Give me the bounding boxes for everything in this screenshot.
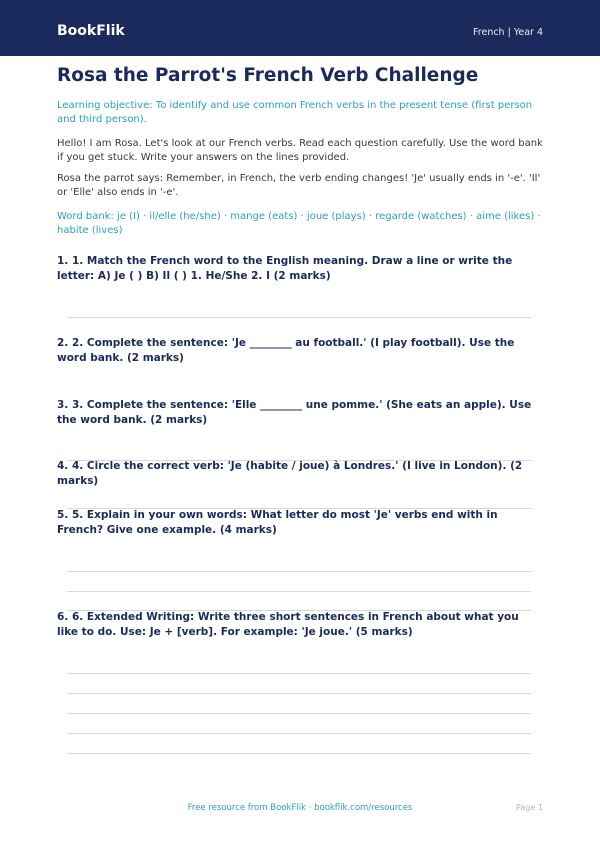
learning-objective: Learning objective: To identify and use common French verbs in the present tense (first person and third person). [57, 100, 533, 125]
word-bank: Word bank: je (I) · il/elle (he/she) · mange (eats) · joue (plays) · regarde (watches) · aime (likes) · habite (lives) [57, 211, 541, 236]
brand-logo: BookFlik [57, 23, 125, 39]
question-2: 2. 2. Complete the sentence: 'Je ________ au football.' (I play football). Use the word bank. (2 marks) [57, 337, 515, 364]
answer-line[interactable] [67, 753, 531, 754]
answer-line[interactable] [67, 693, 531, 694]
question-4: 4. 4. Circle the correct verb: 'Je (habite / joue) à Londres.' (I live in London). (2 marks) [57, 460, 523, 487]
subject-year-label: French | Year 4 [473, 27, 543, 38]
page-title: Rosa the Parrot's French Verb Challenge [57, 65, 479, 86]
header-bar [0, 0, 600, 56]
question-6: 6. 6. Extended Writing: Write three short sentences in French about what you like to do. Use: Je + [verb]. For example: 'Je joue.' (5 marks) [57, 611, 519, 638]
intro-paragraph: Hello! I am Rosa. Let's look at our French verbs. Read each question carefully. Use the word bank if you get stuck. Write your answers on the lines provided. [57, 138, 543, 163]
answer-line[interactable] [67, 733, 531, 734]
question-3: 3. 3. Complete the sentence: 'Elle ________ une pomme.' (She eats an apple). Use the word bank. (2 marks) [57, 399, 532, 426]
answer-line[interactable] [67, 591, 531, 592]
footer-text: Free resource from BookFlik · bookflik.com/resources [187, 803, 413, 813]
answer-line[interactable] [67, 317, 531, 318]
question-1: 1. 1. Match the French word to the English meaning. Draw a line or write the letter: A) Je ( ) B) Il ( ) 1. He/She 2. I (2 marks) [57, 255, 513, 282]
answer-line[interactable] [67, 571, 531, 572]
page-number: Page 1 [516, 803, 543, 812]
answer-line[interactable] [67, 673, 531, 674]
question-5: 5. 5. Explain in your own words: What letter do most 'Je' verbs end with in French? Give one example. (4 marks) [57, 509, 498, 536]
tip-paragraph: Rosa the parrot says: Remember, in French, the verb ending changes! 'Je' usually ends in '-e'. 'Il' or 'Elle' also ends in '-e'. [57, 173, 541, 198]
answer-line[interactable] [67, 713, 531, 714]
